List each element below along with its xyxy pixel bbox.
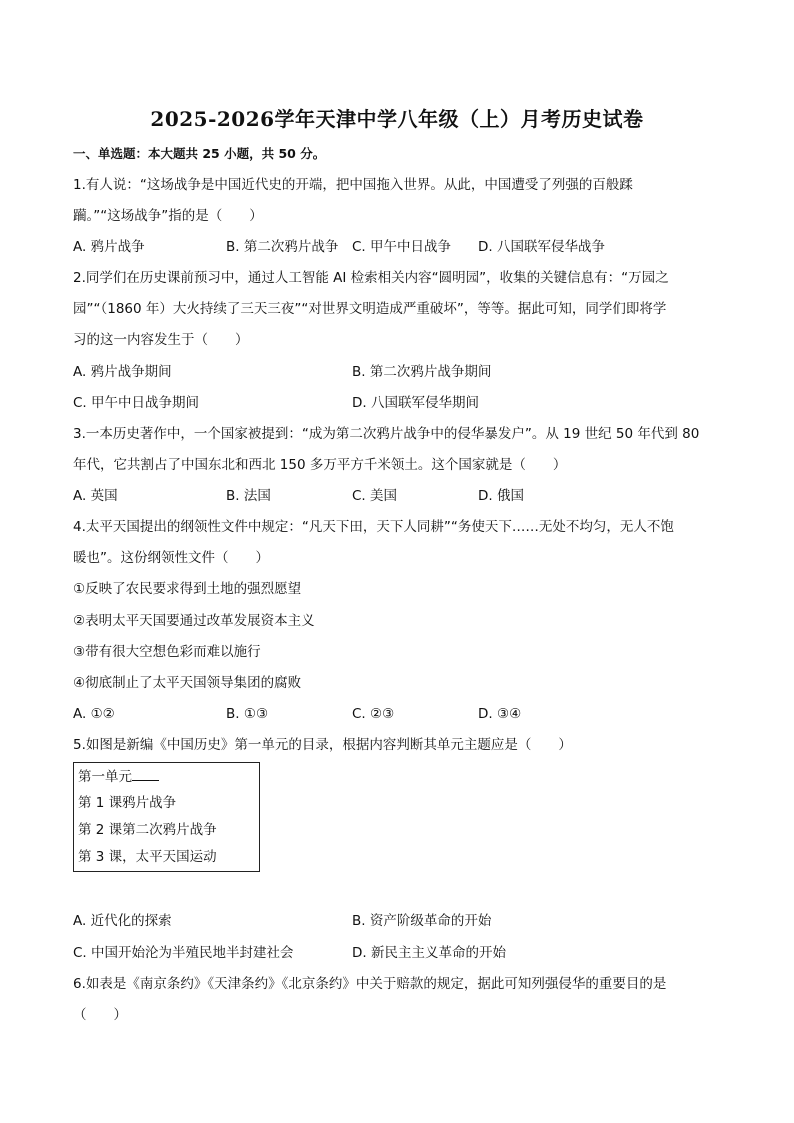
question-1-line-2: 躏。”“这场战争”指的是（ ） [73, 208, 263, 224]
toc-unit-title: 第一单元 [78, 767, 159, 786]
question-1-option-a: A. 鸦片战争 [73, 239, 145, 255]
toc-lesson-1: 第 1 课鸦片战争 [78, 795, 177, 811]
question-4-option-b: B. ①③ [226, 706, 269, 722]
question-5-option-d: D. 新民主主义革命的开始 [352, 945, 506, 961]
question-2-option-b: B. 第二次鸦片战争期间 [352, 364, 492, 380]
question-3-option-d: D. 俄国 [478, 488, 524, 504]
question-5-option-a: A. 近代化的探索 [73, 913, 172, 929]
question-4-option-a: A. ①② [73, 706, 115, 722]
question-6-line-1: 6.如表是《南京条约》《天津条约》《北京条约》中关于赔款的规定，据此可知列强侵华的重要目的是 [73, 976, 667, 992]
question-2-line-3: 习的这一内容发生于（ ） [73, 332, 249, 348]
question-4-statement-2: ②表明太平天国要通过改革发展资本主义 [73, 613, 315, 629]
question-2-option-a: A. 鸦片战争期间 [73, 364, 172, 380]
toc-lesson-3: 第 3 课，太平天国运动 [78, 849, 217, 865]
question-4-option-d: D. ③④ [478, 706, 522, 722]
question-4-option-c: C. ②③ [352, 706, 395, 722]
question-3-option-a: A. 英国 [73, 488, 118, 504]
question-1-option-d: D. 八国联军侵华战争 [478, 239, 605, 255]
question-4-line-2: 暖也”。这份纲领性文件（ ） [73, 550, 269, 566]
question-4-statement-3: ③带有很大空想色彩而难以施行 [73, 644, 261, 660]
section-heading: 一、单选题：本大题共 25 小题，共 50 分。 [73, 146, 326, 161]
question-3-line-1: 3.一本历史著作中，一个国家被提到：“成为第二次鸦片战争中的侵华暴发户”。从 19 世纪 50 年代到 80 [73, 426, 700, 442]
question-4-statement-4: ④彻底制止了太平天国领导集团的腐败 [73, 675, 302, 691]
question-3-line-2: 年代，它共割占了中国东北和西北 150 多万平方千米领土。这个国家就是（ ） [73, 457, 567, 473]
question-1-option-b: B. 第二次鸦片战争 [226, 239, 339, 255]
question-2-line-2: 园”“（1860 年）大火持续了三天三夜”“对世界文明造成严重破坏”，等等。据此可知，同学们即将学 [73, 301, 667, 317]
toc-lesson-2: 第 2 课第二次鸦片战争 [78, 822, 217, 838]
question-5-line-1: 5.如图是新编《中国历史》第一单元的目录，根据内容判断其单元主题应是（ ） [73, 737, 572, 753]
question-3-option-b: B. 法国 [226, 488, 271, 504]
question-4-line-1: 4.太平天国提出的纲领性文件中规定：“凡天下田，天下人同耕”“务使天下……无处不均匀，无人不饱 [73, 519, 674, 535]
question-1-line-1: 1.有人说：“这场战争是中国近代史的开端，把中国拖入世界。从此，中国遭受了列强的百般蹂 [73, 177, 633, 193]
question-3-option-c: C. 美国 [352, 488, 398, 504]
question-4-statement-1: ①反映了农民要求得到土地的强烈愿望 [73, 581, 302, 597]
question-6-line-2: （ ） [73, 1007, 127, 1023]
question-2-line-1: 2.同学们在历史课前预习中，通过人工智能 AI 检索相关内容“圆明园”，收集的关键信息有：“万园之 [73, 270, 669, 286]
unit-table-of-contents [73, 762, 260, 872]
question-1-option-c: C. 甲午中日战争 [352, 239, 452, 255]
question-2-option-d: D. 八国联军侵华期间 [352, 395, 479, 411]
question-2-option-c: C. 甲午中日战争期间 [73, 395, 200, 411]
exam-title: 2025-2026学年天津中学八年级（上）月考历史试卷 [150, 107, 644, 131]
question-5-option-b: B. 资产阶级革命的开始 [352, 913, 492, 929]
question-5-option-c: C. 中国开始沦为半殖民地半封建社会 [73, 945, 294, 961]
answer-blank [132, 767, 159, 781]
